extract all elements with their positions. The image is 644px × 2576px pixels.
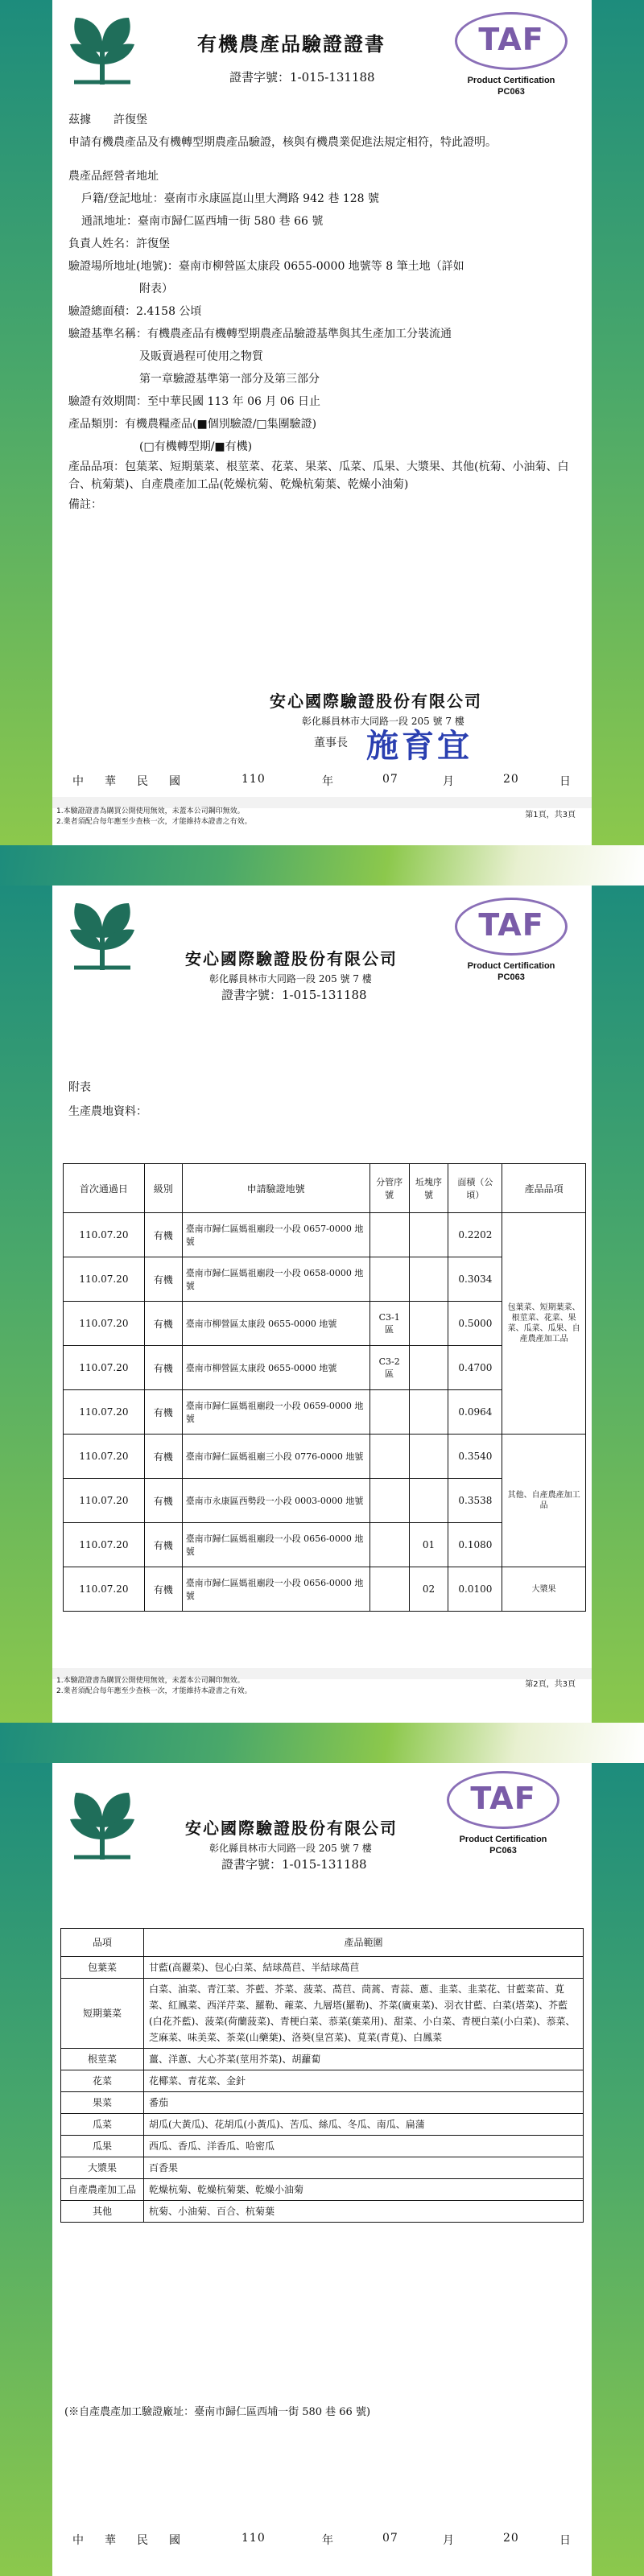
product-scope-table [60, 1928, 584, 2223]
cell-item: 果菜 [61, 2092, 144, 2114]
cell-date: 110.07.20 [64, 1567, 145, 1612]
cell-item: 瓜果 [61, 2136, 144, 2157]
cell-plot [409, 1302, 448, 1346]
issue-date: 中 華 民 國 110 年 07 月 20 日 [72, 773, 572, 788]
footnote-1: 1.本驗證證書為購買公開使用無效，未蓋本公司鋼印無效。 [56, 807, 245, 815]
table-row [61, 2201, 584, 2223]
cell-date: 110.07.20 [64, 1257, 145, 1302]
address-heading: 農產品經營者地址 [68, 170, 159, 183]
cell-area: 0.2202 [448, 1213, 502, 1257]
taf-logo-text: TAF [478, 22, 544, 57]
company-logo-icon [58, 894, 147, 982]
table-row [64, 1567, 586, 1612]
cell-seq [369, 1257, 409, 1302]
issue-date: 中 華 民 國 110 年 07 月 20 日 [72, 2532, 572, 2547]
table-row [64, 1435, 586, 1479]
table-row [61, 2092, 584, 2114]
cell-plot [409, 1479, 448, 1523]
certificate-body [68, 109, 576, 516]
certificate-page-3 [0, 1723, 644, 2576]
cell-lot: 臺南市歸仁區媽祖廟段一小段 0656-0000 地號 [182, 1567, 369, 1612]
taf-logo-text: TAF [478, 907, 544, 943]
certificate-number: 證書字號：1-015-131188 [221, 988, 367, 1002]
cell-area: 0.3538 [448, 1479, 502, 1523]
issuer-company-name: 安心國際驗證股份有限公司 [185, 949, 398, 968]
cell-scope: 百香果 [144, 2157, 584, 2179]
cell-plot [409, 1213, 448, 1257]
certificate-page-2 [0, 845, 644, 1723]
green-side-stripe [0, 0, 52, 845]
table-header-row: 首次通過日 級別 申請驗證地號 分管序號 坵塊序號 面積（公頃） 產品品項 [64, 1164, 586, 1213]
cell-grade: 有機 [144, 1213, 182, 1257]
cell-area: 0.3034 [448, 1257, 502, 1302]
cell-grade: 有機 [144, 1390, 182, 1435]
cell-area: 0.4700 [448, 1346, 502, 1390]
page-number: 第2頁，共3頁 [525, 1680, 576, 1689]
product-items: 產品品項：包葉菜、短期葉菜、根莖菜、花菜、果菜、瓜菜、瓜果、大漿果、其他(杭菊、小油菊、白合、杭菊葉)、自產農產加工品(乾燥杭菊、乾燥杭菊葉、乾燥小油菊) [68, 460, 569, 491]
product-category-line1: 產品類別：有機農糧產品(■個別驗證/□集團驗證) [68, 418, 317, 431]
cell-seq [369, 1567, 409, 1612]
cell-lot: 臺南市歸仁區媽祖廟段一小段 0656-0000 地號 [182, 1523, 369, 1567]
cell-grade: 有機 [144, 1257, 182, 1302]
taf-mark [451, 898, 572, 994]
certificate-page-1 [0, 0, 644, 845]
cell-seq [369, 1390, 409, 1435]
cell-grade: 有機 [144, 1479, 182, 1523]
farm-land-table [63, 1163, 586, 1612]
green-side-stripe-right [592, 0, 644, 845]
cell-date: 110.07.20 [64, 1435, 145, 1479]
cell-date: 110.07.20 [64, 1346, 145, 1390]
cell-plot: 02 [409, 1567, 448, 1612]
cell-lot: 臺南市歸仁區媽祖廟段一小段 0657-0000 地號 [182, 1213, 369, 1257]
cell-date: 110.07.20 [64, 1479, 145, 1523]
cell-scope: 番茄 [144, 2092, 584, 2114]
table-row [61, 1957, 584, 1979]
cell-scope: 胡瓜(大黃瓜)、花胡瓜(小黃瓜)、苦瓜、絲瓜、冬瓜、南瓜、扁蒲 [144, 2114, 584, 2136]
cell-seq [369, 1523, 409, 1567]
cell-scope: 白菜、油菜、青江菜、芥藍、芥菜、菠菜、萵苣、茼蒿、青蒜、蔥、韭菜、韭菜花、甘藍菜苗、莧菜、紅鳳菜、西洋芹菜、羅勒、蕹菜、九層塔(羅勒)、芥菜(廣東菜)、羽衣甘藍、白菜(塔菜)、芥藍(白花芥藍)、菠菜(荷蘭菠菜)、青梗白菜、菾菜(葉菜用)、甜菜、小白菜、青梗白菜(小白菜)、菾菜、芝麻菜、味美菜、茶菜(山藥葉)、洛葵(皇宮菜)、莧菜(青莧)、白鳳菜 [144, 1979, 584, 2049]
cell-area: 0.0964 [448, 1390, 502, 1435]
cell-lot: 臺南市柳營區太康段 0655-0000 地號 [182, 1346, 369, 1390]
cell-items: 大漿果 [502, 1567, 586, 1612]
standard-line1: 驗證基準名稱：有機農產品有機轉型期農產品驗證基準與其生產加工分裝流通 [68, 328, 452, 341]
taf-mark [443, 1771, 564, 1868]
cell-seq [369, 1213, 409, 1257]
issuer-company-name: 安心國際驗證股份有限公司 [185, 1818, 398, 1838]
cell-lot: 臺南市歸仁區媽祖廟三小段 0776-0000 地號 [182, 1435, 369, 1479]
table-row [61, 2179, 584, 2201]
cell-items: 其他、自產農產加工品 [502, 1435, 586, 1567]
footnote-2: 2.業者須配合每年應至少查核一次，才能維持本證書之有效。 [56, 1687, 252, 1695]
validity-period: 驗證有效期間：至中華民國 113 年 06 月 06 日止 [68, 395, 321, 408]
cell-date: 110.07.20 [64, 1390, 145, 1435]
issuer-company-name: 安心國際驗證股份有限公司 [270, 691, 482, 711]
certificate-intro: 申請有機農產品及有機轉型期農產品驗證，核與有機農業促進法規定相符，特此證明。 [68, 136, 497, 149]
cell-scope: 乾燥杭菊、乾燥杭菊葉、乾燥小油菊 [144, 2179, 584, 2201]
cell-scope: 西瓜、香瓜、洋香瓜、哈密瓜 [144, 2136, 584, 2157]
cell-lot: 臺南市歸仁區媽祖廟段一小段 0659-0000 地號 [182, 1390, 369, 1435]
cell-grade: 有機 [144, 1346, 182, 1390]
company-logo-icon [58, 1783, 147, 1872]
cell-plot [409, 1346, 448, 1390]
cell-item: 花菜 [61, 2070, 144, 2092]
cell-area: 0.1080 [448, 1523, 502, 1567]
cell-item: 大漿果 [61, 2157, 144, 2179]
cell-grade: 有機 [144, 1302, 182, 1346]
taf-logo-text: TAF [470, 1781, 536, 1816]
chairman-signature: 施育宜 [366, 727, 473, 765]
taf-cert-line1: Product Certification [459, 1835, 547, 1844]
cell-lot: 臺南市歸仁區媽祖廟段一小段 0658-0000 地號 [182, 1257, 369, 1302]
cell-plot [409, 1257, 448, 1302]
cell-item: 短期葉菜 [61, 1979, 144, 2049]
cell-plot: 01 [409, 1523, 448, 1567]
issuer-company-address: 彰化縣員林市大同路一段 205 號 7 樓 [302, 716, 464, 727]
farm-data-heading: 生產農地資料： [68, 1105, 147, 1118]
table-row [61, 2070, 584, 2092]
taf-cert-line2: PC063 [489, 1846, 517, 1856]
table-header-row: 品項 產品範圍 [61, 1929, 584, 1957]
cell-area: 0.5000 [448, 1302, 502, 1346]
issuer-company-address: 彰化縣員林市大同路一段 205 號 7 樓 [209, 1843, 372, 1854]
certificate-number: 證書字號：1-015-131188 [221, 1857, 367, 1872]
issued-to-name: 許復堡 [114, 114, 147, 126]
cell-plot [409, 1390, 448, 1435]
cell-item: 根莖菜 [61, 2049, 144, 2070]
cell-items: 包葉菜、短期葉菜、根莖菜、花菜、果菜、瓜菜、瓜果、自產農產加工品 [502, 1213, 586, 1435]
cell-lot: 臺南市柳營區太康段 0655-0000 地號 [182, 1302, 369, 1346]
table-row [61, 2136, 584, 2157]
cell-seq [369, 1435, 409, 1479]
taf-cert-line2: PC063 [497, 972, 525, 982]
standard-line2: 及販賣過程可使用之物質 [139, 350, 263, 363]
cell-seq [369, 1479, 409, 1523]
cell-seq: C3-2 區 [369, 1346, 409, 1390]
taf-cert-line1: Product Certification [467, 76, 555, 85]
product-category-line2: (□有機轉型期/■有機) [139, 440, 253, 453]
issuer-company-address: 彰化縣員林市大同路一段 205 號 7 樓 [209, 973, 372, 985]
footnote-2: 2.業者須配合每年應至少查核一次，才能維持本證書之有效。 [56, 818, 252, 826]
cell-scope: 杭菊、小油菊、百合、杭菊葉 [144, 2201, 584, 2223]
standard-line3: 第一章驗證基準第一部分及第三部分 [139, 373, 320, 386]
owner-name: 負責人姓名：許復堡 [68, 237, 170, 250]
certificate-title: 有機農產品驗證證書 [197, 32, 386, 56]
cell-item: 瓜菜 [61, 2114, 144, 2136]
company-logo-icon [58, 8, 147, 97]
cell-plot [409, 1435, 448, 1479]
cell-item: 自產農產加工品 [61, 2179, 144, 2201]
cell-area: 0.3540 [448, 1435, 502, 1479]
cell-scope: 甘藍(高麗菜)、包心白菜、結球萵苣、半結球萵苣 [144, 1957, 584, 1979]
footnote-1: 1.本驗證證書為購買公開使用無效，未蓋本公司鋼印無效。 [56, 1677, 245, 1685]
certificate-number: 證書字號：1-015-131188 [229, 70, 375, 85]
table-row [64, 1213, 586, 1257]
cell-grade: 有機 [144, 1523, 182, 1567]
site-address-line1: 驗證場所地址(地號)：臺南市柳營區太康段 0655-0000 地號等 8 筆土地（詳如 [68, 260, 464, 273]
cell-scope: 薑、洋蔥、大心芥菜(莖用芥菜)、胡蘿蔔 [144, 2049, 584, 2070]
taf-cert-line2: PC063 [497, 87, 525, 97]
taf-mark [451, 12, 572, 109]
attachment-label: 附表 [68, 1081, 91, 1094]
table-row [61, 1979, 584, 2049]
cell-date: 110.07.20 [64, 1213, 145, 1257]
household-address: 戶籍/登記地址：臺南市永康區崑山里大灣路 942 巷 128 號 [81, 192, 379, 205]
total-area: 驗證總面積：2.4158 公頃 [68, 305, 202, 318]
cell-scope: 花椰菜、青花菜、金針 [144, 2070, 584, 2092]
cell-area: 0.0100 [448, 1567, 502, 1612]
cell-date: 110.07.20 [64, 1523, 145, 1567]
site-address-line2: 附表） [139, 283, 173, 295]
issued-to-label: 茲據 [68, 114, 91, 126]
cell-lot: 臺南市永康區西勢段一小段 0003-0000 地號 [182, 1479, 369, 1523]
cell-item: 包葉菜 [61, 1957, 144, 1979]
chairman-label: 董事長 [314, 737, 348, 749]
cell-grade: 有機 [144, 1435, 182, 1479]
remark-label: 備註： [68, 498, 102, 511]
processing-site-note: (※自產農產加工驗證廠址：臺南市歸仁區西埔一街 580 巷 66 號) [64, 2406, 371, 2418]
cell-item: 其他 [61, 2201, 144, 2223]
table-row [61, 2114, 584, 2136]
cell-seq: C3-1 區 [369, 1302, 409, 1346]
cell-date: 110.07.20 [64, 1302, 145, 1346]
taf-cert-line1: Product Certification [467, 961, 555, 971]
table-row [61, 2049, 584, 2070]
mailing-address: 通訊地址：臺南市歸仁區西埔一街 580 巷 66 號 [81, 215, 324, 228]
page-number: 第1頁，共3頁 [525, 811, 576, 819]
cell-grade: 有機 [144, 1567, 182, 1612]
table-row [61, 2157, 584, 2179]
